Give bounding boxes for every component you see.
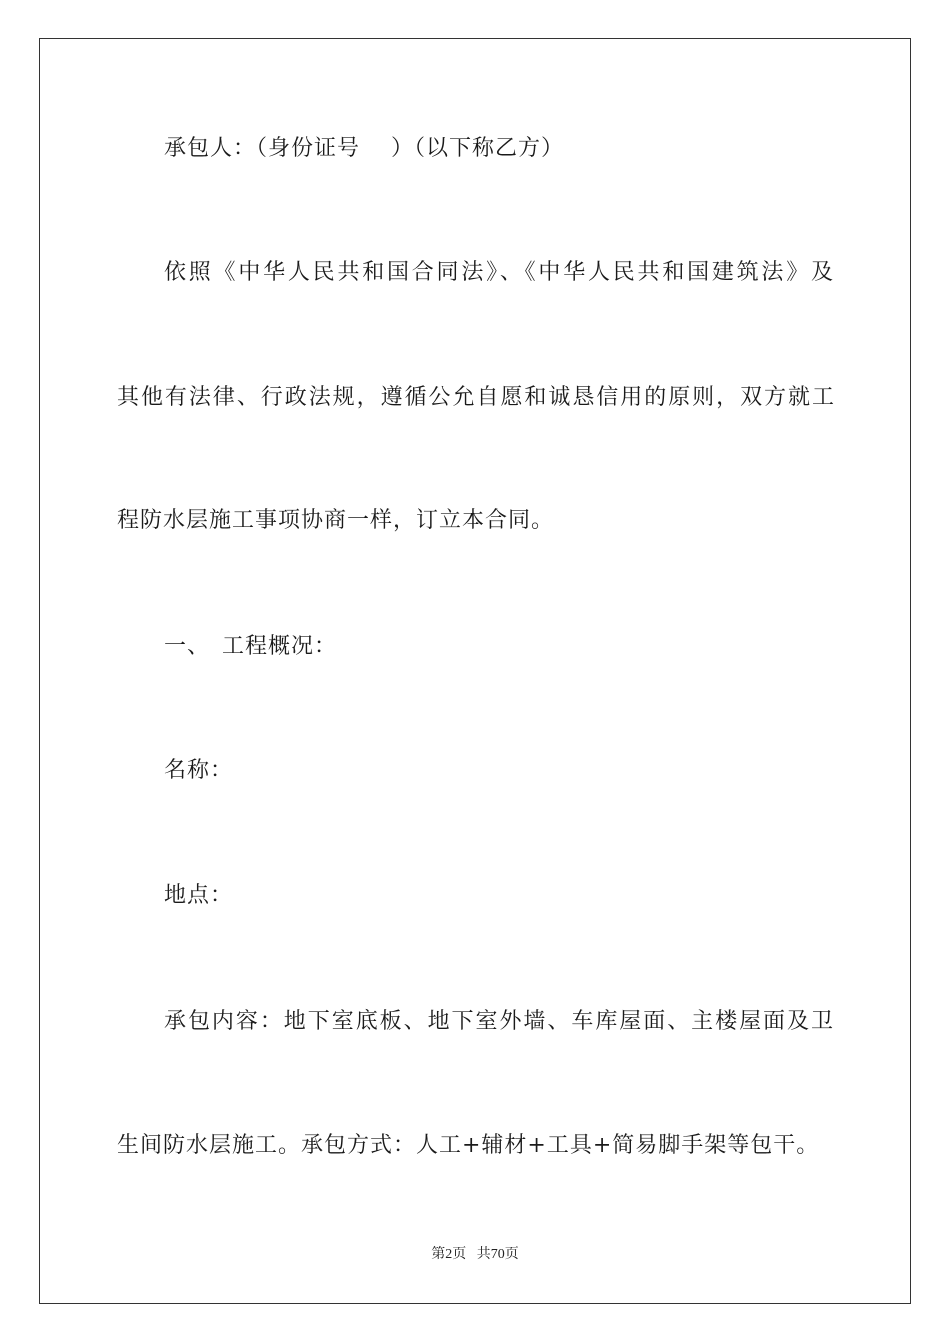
total-pages: 共70页 [476, 1247, 519, 1262]
paragraph-line-3: 程防水层施工事项协商一样，订立本合同。 [117, 508, 555, 533]
page-number: 第2页 [431, 1247, 467, 1262]
page-footer [0, 1246, 950, 1264]
paragraph-line-2: 其他有法律、行政法规，遵循公允自愿和诚恳信用的原则，双方就工 [117, 385, 835, 410]
paragraph-line-1: 依照《中华人民共和国合同法》、《中华人民共和国建筑法》及 [164, 260, 834, 285]
scope-line-1: 承包内容：地下室底板、地下室外墙、车库屋面、主楼屋面及卫 [164, 1009, 834, 1034]
scope-line-2: 生间防水层施工。承包方式：人工+辅材+工具+简易脚手架等包干。 [117, 1133, 820, 1158]
section-heading-project-overview: 一、 工程概况： [164, 634, 338, 659]
project-location-label: 地点： [164, 883, 234, 908]
page-border [39, 38, 911, 1304]
contractor-party-line: 承包人：（身份证号 ）（以下称乙方） [164, 136, 564, 161]
project-name-label: 名称： [164, 758, 234, 783]
